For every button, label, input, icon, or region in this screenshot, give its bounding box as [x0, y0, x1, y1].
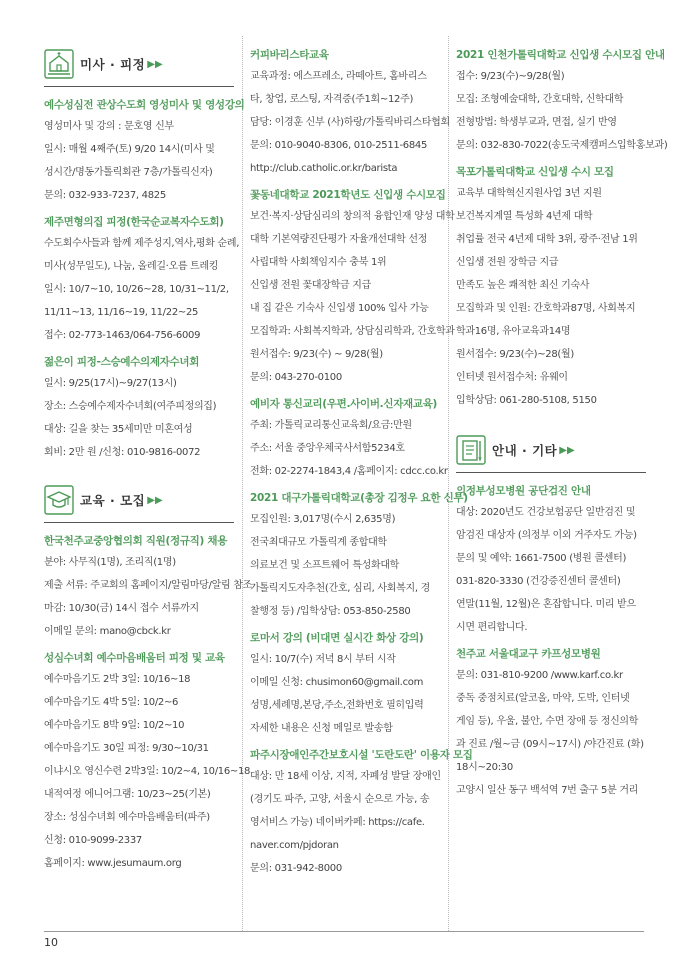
- column-3: [456, 40, 668, 802]
- notice-line: 과 진료 /월~금 (09시~17시) /야간진료 (화): [456, 739, 644, 750]
- notice-line: 이메일 문의: mano@cbck.kr: [44, 626, 171, 637]
- notice-line: (경기도 파주, 고양, 서울시 순으로 가능, 송: [250, 794, 430, 805]
- notice-line: 대상: 길을 찾는 35세미만 미혼여성: [44, 424, 193, 435]
- notice-title: 2021 인천가톨릭대학교 신입생 수시모집 안내: [456, 49, 665, 61]
- section-rule: [44, 86, 234, 87]
- notice-line: 전화: 02-2274-1843,4 /홈페이지: cdcc.co.kr: [250, 466, 448, 477]
- notice-line: 모집인원: 3,017명(수시 2,635명): [250, 514, 396, 525]
- section-title: 미사 · 피정: [80, 57, 146, 72]
- arrow-icon: ▶▶: [147, 494, 163, 506]
- notice-line: 모집학과: 사회복지학과, 상담심리학과, 간호학과: [250, 326, 455, 337]
- notice-line: 문의: 043-270-0100: [250, 372, 342, 383]
- notice-title: 꽃동네대학교 2021학년도 신입생 수시모집: [250, 189, 446, 201]
- notice-line: 11/11~13, 11/16~19, 11/22~25: [44, 307, 199, 318]
- notice-line: 예수마음기도 2박 3일: 10/16~18: [44, 674, 191, 685]
- notice-title: 한국천주교중앙협의회 직원(정규직) 채용: [44, 535, 228, 547]
- notice-line: 타, 창업, 로스팅, 자격증(주1회~12주): [250, 94, 414, 105]
- notice-title: 로마서 강의 (비대면 실시간 화상 강의): [250, 632, 424, 644]
- notice-line: 이메일 신청: chusimon60@gmail.com: [250, 677, 424, 688]
- notepad-icon: [456, 435, 486, 465]
- notice-line: 제출 서류: 주교회의 홈페이지/알림마당/알림 참조: [44, 580, 252, 591]
- notice-line: 문의: 031-942-8000: [250, 863, 342, 874]
- notice-line: 이냐시오 영신수련 2박3일: 10/2~4, 10/16~18: [44, 766, 251, 777]
- notice-line: 예수마음기도 30일 피정: 9/30~10/31: [44, 743, 209, 754]
- notice-line: 전형방법: 학생부교과, 면접, 실기 반영: [456, 117, 617, 128]
- notice-line: 18시~20:30: [456, 762, 513, 773]
- notice-line: 시면 편리합니다.: [456, 622, 528, 633]
- notice-line: 찰행정 등) /입학상담: 053-850-2580: [250, 606, 411, 617]
- notice-line: 일시: 매월 4째주(토) 9/20 14시(미사 및: [44, 144, 215, 155]
- notice-title: 커피바리스타교육: [250, 49, 329, 61]
- notice-line: 문의 및 예약: 1661-7500 (병원 콜센터): [456, 553, 627, 564]
- notice-line: naver.com/pjdoran: [250, 840, 339, 851]
- notice-line: 게임 등), 우울, 불안, 수면 장애 등 정신의학: [456, 716, 639, 727]
- column-divider-1: [242, 36, 243, 931]
- notice-line: 원서접수: 9/23(수)~28(월): [456, 349, 574, 360]
- footer-rule: [44, 931, 644, 932]
- notice-line: 신입생 전원 꽃대장학금 지급: [250, 280, 371, 291]
- notice-line: 장소: 스승예수제자수녀회(여주피정의집): [44, 401, 217, 412]
- section-header: [44, 44, 234, 84]
- notice-line: 가톨릭지도자추천(간호, 심리, 사회복지, 경: [250, 583, 430, 594]
- notice-line: 내 집 같은 기숙사 신입생 100% 입사 가능: [250, 303, 429, 314]
- notice-line: 접수: 02-773-1463/064-756-6009: [44, 330, 201, 341]
- notice-title: 젊은이 피정-스승예수의제자수녀회: [44, 356, 200, 368]
- section-rule: [456, 472, 646, 473]
- notice-line: 수도회수사들과 함께 제주성지,역사,평화 순례,: [44, 238, 240, 249]
- notice-line: 내적여정 에니어그램: 10/23~25(기본): [44, 789, 211, 800]
- notice-line: 의료보건 및 소프트웨어 특성화대학: [250, 560, 400, 571]
- notice-title: 파주시장애인주간보호시설 '도란도란' 이용자 모집: [250, 749, 473, 761]
- notice-line: 문의: 010-9040-8306, 010-2511-6845: [250, 140, 428, 151]
- notice-title: 예비자 통신교리(우편.사이버.신자재교육): [250, 398, 438, 410]
- notice-line: 대상: 만 18세 이상, 지적, 자폐성 발달 장애인: [250, 771, 441, 782]
- notice-line: 대상: 2020년도 건강보험공단 일반검진 및: [456, 507, 636, 518]
- notice-title: 의정부성모병원 공단검진 안내: [456, 485, 591, 497]
- notice-line: 일시: 10/7~10, 10/26~28, 10/31~11/2,: [44, 284, 229, 295]
- notice-line: 성명,세례명,본당,주소,전화번호 필히입력: [250, 700, 424, 711]
- notice-line: 자세한 내용은 신청 메일로 발송함: [250, 723, 393, 734]
- notice-title: 목포가톨릭대학교 신입생 수시 모집: [456, 166, 614, 178]
- section-title: 안내 · 기타: [492, 443, 558, 458]
- notice-line: 입학상담: 061-280-5108, 5150: [456, 395, 597, 406]
- notice-line: 주최: 가톨릭교리통신교육회/요금:만원: [250, 420, 412, 431]
- notice-title: 제주면형의집 피정(한국순교복자수도회): [44, 216, 224, 228]
- notice-line: 신입생 전원 장학금 지급: [456, 257, 559, 268]
- notice-line: 만족도 높은 쾌적한 최신 기숙사: [456, 280, 590, 291]
- notice-line: 분야: 사무직(1명), 조리직(1명): [44, 557, 176, 568]
- section-rule: [44, 522, 234, 523]
- notice-line: 전국최대규모 가톨릭계 종합대학: [250, 537, 387, 548]
- arrow-icon: ▶▶: [147, 58, 163, 70]
- section-header: [456, 430, 646, 470]
- notice-line: 암검진 대상자 (의정부 이외 거주자도 가능): [456, 530, 637, 541]
- notice-line: 주소: 서울 중앙우체국사서함5234호: [250, 443, 405, 454]
- notice-line: 모집학과 및 인원: 간호학과87명, 사회복지: [456, 303, 636, 314]
- notice-line: 학과16명, 유아교육과14명: [456, 326, 571, 337]
- notice-line: http://club.catholic.or.kr/barista: [250, 163, 398, 174]
- notice-line: 회비: 2만 원 /신청: 010-9816-0072: [44, 447, 201, 458]
- notice-line: 대학 기본역량진단평가 자율개선대학 선정: [250, 234, 428, 245]
- notice-line: 일시: 9/25(17시)~9/27(13시): [44, 378, 177, 389]
- notice-line: 접수: 9/23(수)~9/28(월): [456, 71, 565, 82]
- notice-title: 예수성심전 관상수도회 영성미사 및 영성강의: [44, 99, 245, 111]
- notice-line: 모집: 조형예술대학, 간호대학, 신학대학: [456, 94, 624, 105]
- graduation-cap-icon: [44, 485, 74, 515]
- notice-line: 연말(11월, 12월)은 혼잡합니다. 미리 받으: [456, 599, 636, 610]
- notice-line: 고양시 일산 동구 백석역 7번 출구 5분 거리: [456, 785, 639, 796]
- notice-line: 교육과정: 에스프레소, 라떼아트, 홈바리스: [250, 71, 427, 82]
- column-divider-2: [448, 36, 449, 931]
- notice-title: 성심수녀회 예수마음배움터 피정 및 교육: [44, 652, 225, 664]
- notice-line: 문의: 031-810-9200 /www.karf.co.kr: [456, 670, 623, 681]
- notice-line: 교육부 대학혁신지원사업 3년 지원: [456, 188, 602, 199]
- notice-title: 2021 대구가톨릭대학교(총장 김정우 요한 신부): [250, 492, 468, 504]
- notice-line: 문의: 032-830-7022(송도국제캠퍼스입학홍보과): [456, 140, 668, 151]
- notice-line: 미사(성무일도), 나눔, 올레길·오름 트레킹: [44, 261, 219, 272]
- notice-line: 홈페이지: www.jesumaum.org: [44, 858, 182, 869]
- notice-line: 마감: 10/30(금) 14시 접수 서류까지: [44, 603, 199, 614]
- notice-line: 보건복지계열 특성화 4년제 대학: [456, 211, 593, 222]
- notice-line: 사립대학 사회책임지수 충북 1위: [250, 257, 387, 268]
- column-1: [44, 40, 252, 875]
- section-title: 교육 · 모집: [80, 493, 146, 508]
- notice-line: 중독 중점치료(알코올, 마약, 도박, 인터넷: [456, 693, 630, 704]
- notice-line: 취업률 전국 4년제 대학 3위, 광주·전남 1위: [456, 234, 638, 245]
- section-header: [44, 480, 234, 520]
- notice-line: 영서비스 가능) 네이버카페: https://cafe.: [250, 817, 425, 828]
- notice-line: 예수마음기도 4박 5일: 10/2~6: [44, 697, 179, 708]
- notice-title: 천주교 서울대교구 카프성모병원: [456, 648, 601, 660]
- notice-line: 문의: 032-933-7237, 4825: [44, 190, 166, 201]
- notice-line: 영성미사 및 강의 : 문호영 신부: [44, 121, 174, 132]
- arrow-icon: ▶▶: [559, 444, 575, 456]
- notice-line: 인터넷 원서접수처: 유웨이: [456, 372, 568, 383]
- notice-line: 신청: 010-9099-2337: [44, 835, 142, 846]
- notice-line: 원서접수: 9/23(수) ~ 9/28(월): [250, 349, 383, 360]
- notice-line: 성시간/명동가톨릭회관 7층/가톨릭신자): [44, 167, 213, 178]
- notice-line: 일시: 10/7(수) 저녁 8시 부터 시작: [250, 654, 396, 665]
- column-2: [250, 40, 473, 880]
- notice-line: 장소: 성심수녀회 예수마음배움터(파주): [44, 812, 210, 823]
- notice-line: 담당: 이경훈 신부 (사)하랑/가톨릭바리스타협회: [250, 117, 450, 128]
- notice-line: 보건·복지·상담심리의 창의적 융합인재 양성 대학: [250, 211, 455, 222]
- church-icon: [44, 49, 74, 79]
- notice-line: 예수마음기도 8박 9일: 10/2~10: [44, 720, 185, 731]
- page-number: 10: [44, 936, 58, 949]
- notice-line: 031-820-3330 (건강증진센터 콜센터): [456, 576, 621, 587]
